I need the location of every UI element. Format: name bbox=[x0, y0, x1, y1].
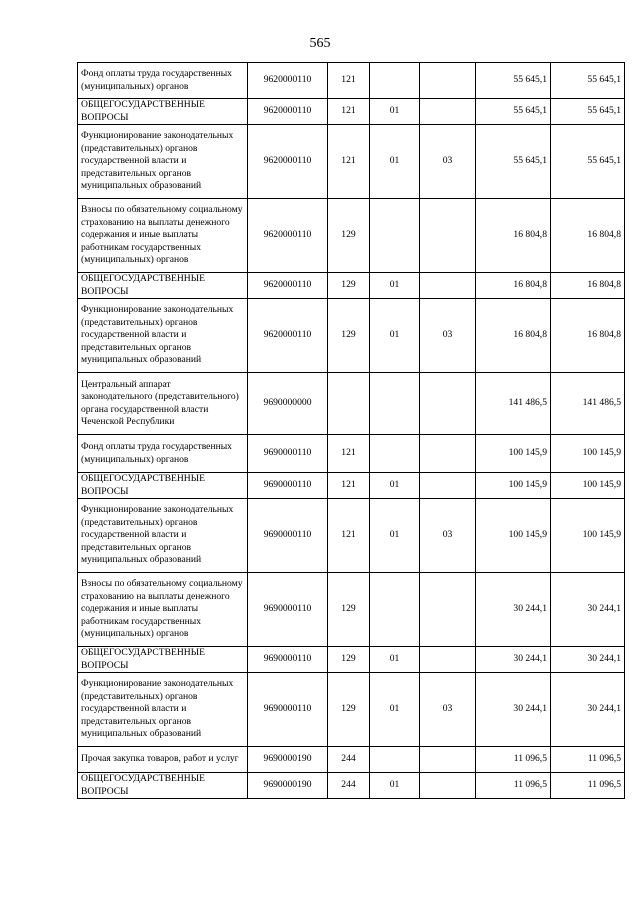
row-name-cell: Фонд оплаты труда государственных (муниципальных) органов bbox=[78, 63, 248, 99]
table-row bbox=[78, 573, 625, 647]
row-amount2-cell: 11 096,5 bbox=[551, 747, 625, 773]
row-name-cell: ОБЩЕГОСУДАРСТВЕННЫЕ ВОПРОСЫ bbox=[78, 99, 248, 125]
row-subsection-cell bbox=[420, 273, 476, 299]
row-amount1-cell: 16 804,8 bbox=[476, 273, 551, 299]
table-row bbox=[78, 199, 625, 273]
row-amount1-cell: 100 145,9 bbox=[476, 435, 551, 473]
row-type-cell: 129 bbox=[328, 573, 370, 647]
row-subsection-cell: 03 bbox=[420, 499, 476, 573]
row-name-cell: Взносы по обязательному социальному страхованию на выплаты денежного содержания и иные выплаты работникам государственных (муниципальных) органов bbox=[78, 573, 248, 647]
row-type-cell: 121 bbox=[328, 435, 370, 473]
table-row bbox=[78, 299, 625, 373]
row-section-cell: 01 bbox=[370, 299, 420, 373]
row-subsection-cell bbox=[420, 573, 476, 647]
row-name-cell: ОБЩЕГОСУДАРСТВЕННЫЕ ВОПРОСЫ bbox=[78, 273, 248, 299]
row-amount1-cell: 11 096,5 bbox=[476, 747, 551, 773]
table-row bbox=[78, 273, 625, 299]
row-section-cell bbox=[370, 435, 420, 473]
row-amount1-cell: 55 645,1 bbox=[476, 63, 551, 99]
row-amount2-cell: 55 645,1 bbox=[551, 125, 625, 199]
row-subsection-cell: 03 bbox=[420, 299, 476, 373]
row-subsection-cell bbox=[420, 647, 476, 673]
table-row bbox=[78, 673, 625, 747]
row-code-cell: 9620000110 bbox=[248, 299, 328, 373]
row-type-cell: 129 bbox=[328, 673, 370, 747]
row-code-cell: 9690000110 bbox=[248, 499, 328, 573]
row-amount2-cell: 30 244,1 bbox=[551, 647, 625, 673]
row-name-cell: Функционирование законодательных (представительных) органов государственной власти и представительных органов муниципальных образований bbox=[78, 673, 248, 747]
row-amount1-cell: 30 244,1 bbox=[476, 647, 551, 673]
row-code-cell: 9690000110 bbox=[248, 435, 328, 473]
row-subsection-cell bbox=[420, 63, 476, 99]
row-amount2-cell: 30 244,1 bbox=[551, 673, 625, 747]
table-row bbox=[78, 747, 625, 773]
row-subsection-cell bbox=[420, 99, 476, 125]
row-amount1-cell: 16 804,8 bbox=[476, 299, 551, 373]
row-amount2-cell: 16 804,8 bbox=[551, 299, 625, 373]
row-amount2-cell: 11 096,5 bbox=[551, 773, 625, 799]
row-code-cell: 9690000110 bbox=[248, 673, 328, 747]
row-code-cell: 9690000190 bbox=[248, 773, 328, 799]
row-name-cell: Взносы по обязательному социальному страхованию на выплаты денежного содержания и иные выплаты работникам государственных (муниципальных) органов bbox=[78, 199, 248, 273]
row-section-cell: 01 bbox=[370, 673, 420, 747]
row-code-cell: 9620000110 bbox=[248, 63, 328, 99]
row-code-cell: 9690000110 bbox=[248, 573, 328, 647]
row-name-cell: ОБЩЕГОСУДАРСТВЕННЫЕ ВОПРОСЫ bbox=[78, 473, 248, 499]
row-amount1-cell: 11 096,5 bbox=[476, 773, 551, 799]
row-section-cell: 01 bbox=[370, 125, 420, 199]
row-name-cell: ОБЩЕГОСУДАРСТВЕННЫЕ ВОПРОСЫ bbox=[78, 773, 248, 799]
row-amount2-cell: 100 145,9 bbox=[551, 435, 625, 473]
row-amount2-cell: 141 486,5 bbox=[551, 373, 625, 435]
page-number: 565 bbox=[309, 36, 331, 51]
row-section-cell bbox=[370, 373, 420, 435]
table-row bbox=[78, 499, 625, 573]
row-type-cell: 121 bbox=[328, 499, 370, 573]
row-name-cell: ОБЩЕГОСУДАРСТВЕННЫЕ ВОПРОСЫ bbox=[78, 647, 248, 673]
row-section-cell bbox=[370, 63, 420, 99]
table-row bbox=[78, 63, 625, 99]
row-section-cell bbox=[370, 199, 420, 273]
row-code-cell: 9690000110 bbox=[248, 647, 328, 673]
row-section-cell: 01 bbox=[370, 99, 420, 125]
row-amount2-cell: 100 145,9 bbox=[551, 473, 625, 499]
row-subsection-cell: 03 bbox=[420, 673, 476, 747]
row-code-cell: 9690000110 bbox=[248, 473, 328, 499]
row-type-cell: 121 bbox=[328, 473, 370, 499]
row-code-cell: 9620000110 bbox=[248, 199, 328, 273]
row-amount2-cell: 55 645,1 bbox=[551, 63, 625, 99]
table-row bbox=[78, 373, 625, 435]
row-type-cell: 121 bbox=[328, 99, 370, 125]
row-subsection-cell bbox=[420, 199, 476, 273]
row-amount1-cell: 100 145,9 bbox=[476, 473, 551, 499]
row-code-cell: 9690000000 bbox=[248, 373, 328, 435]
table-row bbox=[78, 473, 625, 499]
row-type-cell bbox=[328, 373, 370, 435]
row-amount1-cell: 55 645,1 bbox=[476, 99, 551, 125]
budget-table bbox=[77, 62, 625, 799]
row-amount1-cell: 30 244,1 bbox=[476, 573, 551, 647]
row-type-cell: 244 bbox=[328, 747, 370, 773]
table-body bbox=[78, 63, 625, 799]
row-amount2-cell: 16 804,8 bbox=[551, 199, 625, 273]
row-amount1-cell: 30 244,1 bbox=[476, 673, 551, 747]
row-type-cell: 129 bbox=[328, 199, 370, 273]
row-subsection-cell bbox=[420, 747, 476, 773]
table-row bbox=[78, 99, 625, 125]
row-amount1-cell: 16 804,8 bbox=[476, 199, 551, 273]
row-subsection-cell bbox=[420, 435, 476, 473]
row-name-cell: Функционирование законодательных (представительных) органов государственной власти и представительных органов муниципальных образований bbox=[78, 125, 248, 199]
row-amount2-cell: 30 244,1 bbox=[551, 573, 625, 647]
row-subsection-cell bbox=[420, 373, 476, 435]
row-name-cell: Функционирование законодательных (представительных) органов государственной власти и представительных органов муниципальных образований bbox=[78, 499, 248, 573]
row-type-cell: 244 bbox=[328, 773, 370, 799]
table-row bbox=[78, 125, 625, 199]
row-subsection-cell: 03 bbox=[420, 125, 476, 199]
row-section-cell: 01 bbox=[370, 473, 420, 499]
row-section-cell bbox=[370, 573, 420, 647]
row-code-cell: 9620000110 bbox=[248, 125, 328, 199]
row-name-cell: Фонд оплаты труда государственных (муниципальных) органов bbox=[78, 435, 248, 473]
row-type-cell: 129 bbox=[328, 299, 370, 373]
row-code-cell: 9620000110 bbox=[248, 99, 328, 125]
row-section-cell: 01 bbox=[370, 499, 420, 573]
table-row bbox=[78, 647, 625, 673]
row-subsection-cell bbox=[420, 773, 476, 799]
table-row bbox=[78, 773, 625, 799]
row-subsection-cell bbox=[420, 473, 476, 499]
row-section-cell bbox=[370, 747, 420, 773]
row-code-cell: 9620000110 bbox=[248, 273, 328, 299]
row-name-cell: Центральный аппарат законодательного (представительного) органа государственной власти Чеченской Республики bbox=[78, 373, 248, 435]
row-code-cell: 9690000190 bbox=[248, 747, 328, 773]
row-section-cell: 01 bbox=[370, 273, 420, 299]
row-section-cell: 01 bbox=[370, 773, 420, 799]
row-type-cell: 129 bbox=[328, 273, 370, 299]
row-type-cell: 121 bbox=[328, 63, 370, 99]
row-amount1-cell: 55 645,1 bbox=[476, 125, 551, 199]
row-type-cell: 129 bbox=[328, 647, 370, 673]
row-name-cell: Прочая закупка товаров, работ и услуг bbox=[78, 747, 248, 773]
row-amount1-cell: 141 486,5 bbox=[476, 373, 551, 435]
table-row bbox=[78, 435, 625, 473]
row-amount2-cell: 16 804,8 bbox=[551, 273, 625, 299]
row-amount2-cell: 55 645,1 bbox=[551, 99, 625, 125]
row-name-cell: Функционирование законодательных (представительных) органов государственной власти и представительных органов муниципальных образований bbox=[78, 299, 248, 373]
row-section-cell: 01 bbox=[370, 647, 420, 673]
row-amount1-cell: 100 145,9 bbox=[476, 499, 551, 573]
row-amount2-cell: 100 145,9 bbox=[551, 499, 625, 573]
row-type-cell: 121 bbox=[328, 125, 370, 199]
